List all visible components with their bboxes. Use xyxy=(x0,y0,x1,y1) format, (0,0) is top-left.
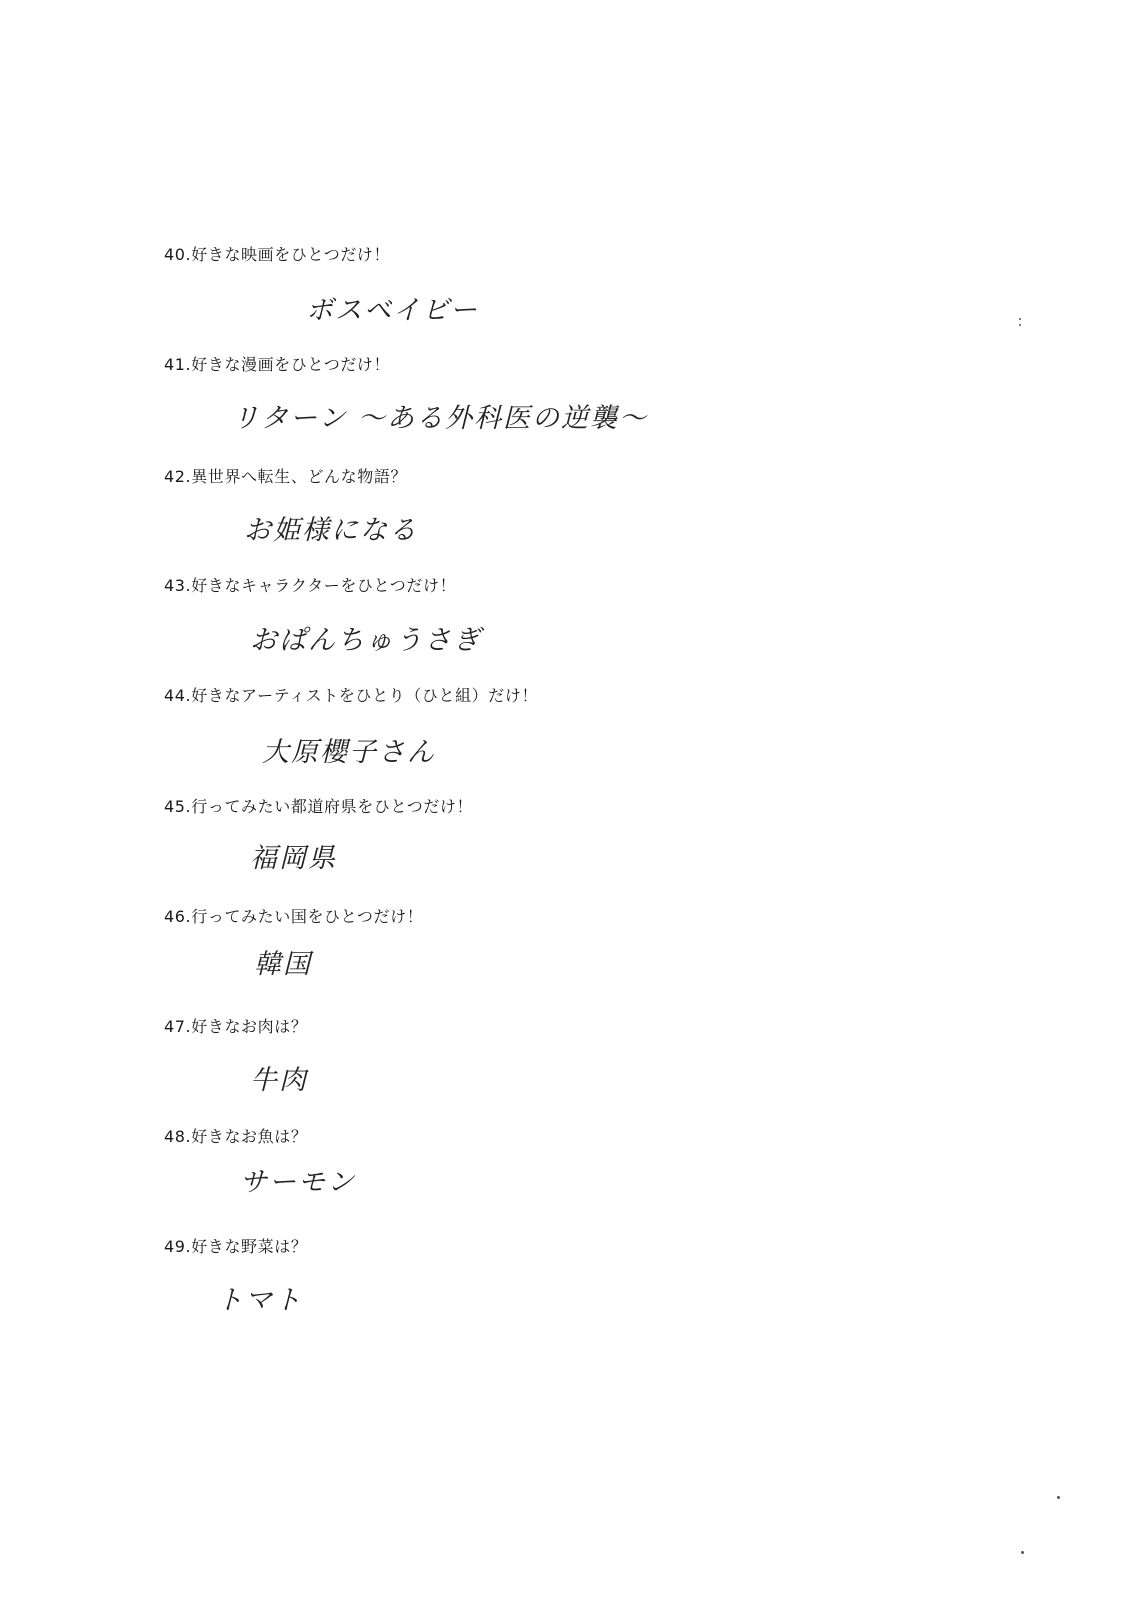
answer-43: おぱんちゅうさぎ xyxy=(250,625,482,656)
scan-speck xyxy=(1019,324,1021,326)
answer-40: ボスベイビー xyxy=(306,295,479,326)
answer-49: トマト xyxy=(216,1285,303,1316)
question-45: 45.行ってみたい都道府県をひとつだけ！ xyxy=(164,797,474,816)
answer-42: お姫様になる xyxy=(244,515,418,546)
question-47: 47.好きなお肉は？ xyxy=(164,1017,308,1036)
scan-speck xyxy=(1019,318,1021,320)
question-49: 49.好きな野菜は？ xyxy=(164,1237,308,1256)
answer-44: 大原櫻子さん xyxy=(262,737,436,768)
question-41: 41.好きな漫画をひとつだけ！ xyxy=(164,355,391,374)
answer-45: 福岡県 xyxy=(250,843,337,874)
scan-speck xyxy=(1021,1551,1024,1554)
question-40: 40.好きな映画をひとつだけ！ xyxy=(164,245,391,264)
answer-47: 牛肉 xyxy=(250,1065,308,1096)
question-46: 46.行ってみたい国をひとつだけ！ xyxy=(164,907,424,926)
question-44: 44.好きなアーティストをひとり（ひと組）だけ！ xyxy=(164,686,539,705)
answer-46: 韓国 xyxy=(254,949,312,980)
question-42: 42.異世界へ転生、どんな物語？ xyxy=(164,467,408,486)
answer-48: サーモン xyxy=(240,1167,356,1198)
question-48: 48.好きなお魚は？ xyxy=(164,1127,308,1146)
answer-41: リターン ～ある外科医の逆襲～ xyxy=(232,403,649,434)
scan-speck xyxy=(1057,1496,1060,1499)
question-43: 43.好きなキャラクターをひとつだけ！ xyxy=(164,576,457,595)
